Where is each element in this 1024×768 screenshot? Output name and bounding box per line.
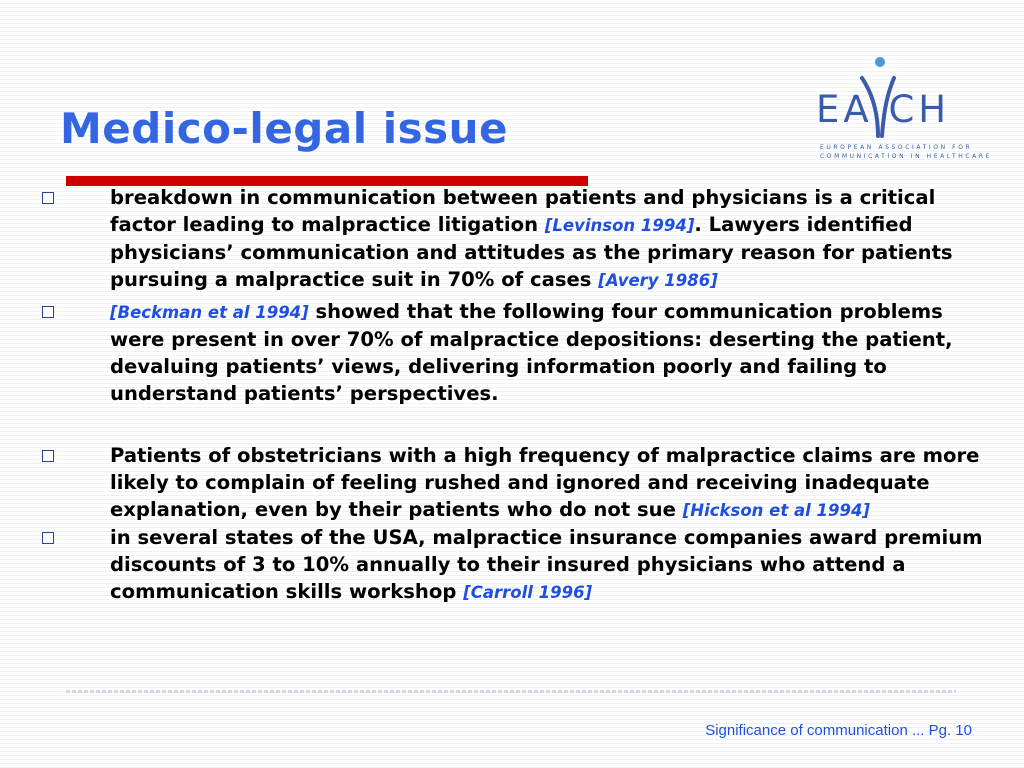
square-bullet-icon [42, 532, 54, 544]
bullet-text: . Lawyers identified physicians’ communication and attitudes as the primary reason for patients pursuing a malpractice suit in 70% of cases [110, 213, 953, 291]
bullet-item [40, 442, 1000, 524]
slide-footer: Significance of communication ... Pg. 10 [705, 722, 972, 739]
eacch-logo [800, 50, 993, 160]
citation: [Carroll 1996] [463, 583, 593, 602]
bullet-list [40, 184, 1000, 606]
citation: [Levinson 1994] [544, 216, 695, 235]
bullet-item [40, 524, 1000, 606]
slide-title: Medico-legal issue [60, 104, 509, 153]
square-bullet-icon [42, 306, 54, 318]
citation: [Avery 1986] [598, 271, 718, 290]
square-bullet-icon [42, 450, 54, 462]
bullet-item [40, 298, 1000, 407]
bullet-text: showed that the following four communication problems were present in over 70% of malpractice depositions: deserting the patient, devaluing patients’ views, delivering information poorly and failing to understand patients’ perspectives. [110, 300, 953, 405]
logo-subtitle-line2: COMMUNICATION IN HEALTHCARE [820, 153, 993, 160]
bullet-text: Patients of obstetricians with a high frequency of malpractice claims are more likely to complain of feeling rushed and ignored and receiving inadequate explanation, even by their patients who do not sue [110, 444, 980, 521]
citation: [Beckman et al 1994] [110, 303, 309, 322]
bullet-text: in several states of the USA, malpractice insurance companies award premium discounts of 3 to 10% annually to their insured physicians who attend a communication skills workshop [110, 526, 983, 603]
footer-divider [66, 690, 956, 693]
citation: [Hickson et al 1994] [682, 501, 870, 520]
bullet-text: breakdown in communication between patients and physicians is a critical factor leading to malpractice litigation [110, 186, 936, 236]
square-bullet-icon [42, 192, 54, 204]
logo-wordmark: EA CH [816, 88, 951, 131]
bullet-item [40, 184, 1000, 294]
logo-subtitle-line1: EUROPEAN ASSOCIATION FOR [820, 144, 973, 151]
